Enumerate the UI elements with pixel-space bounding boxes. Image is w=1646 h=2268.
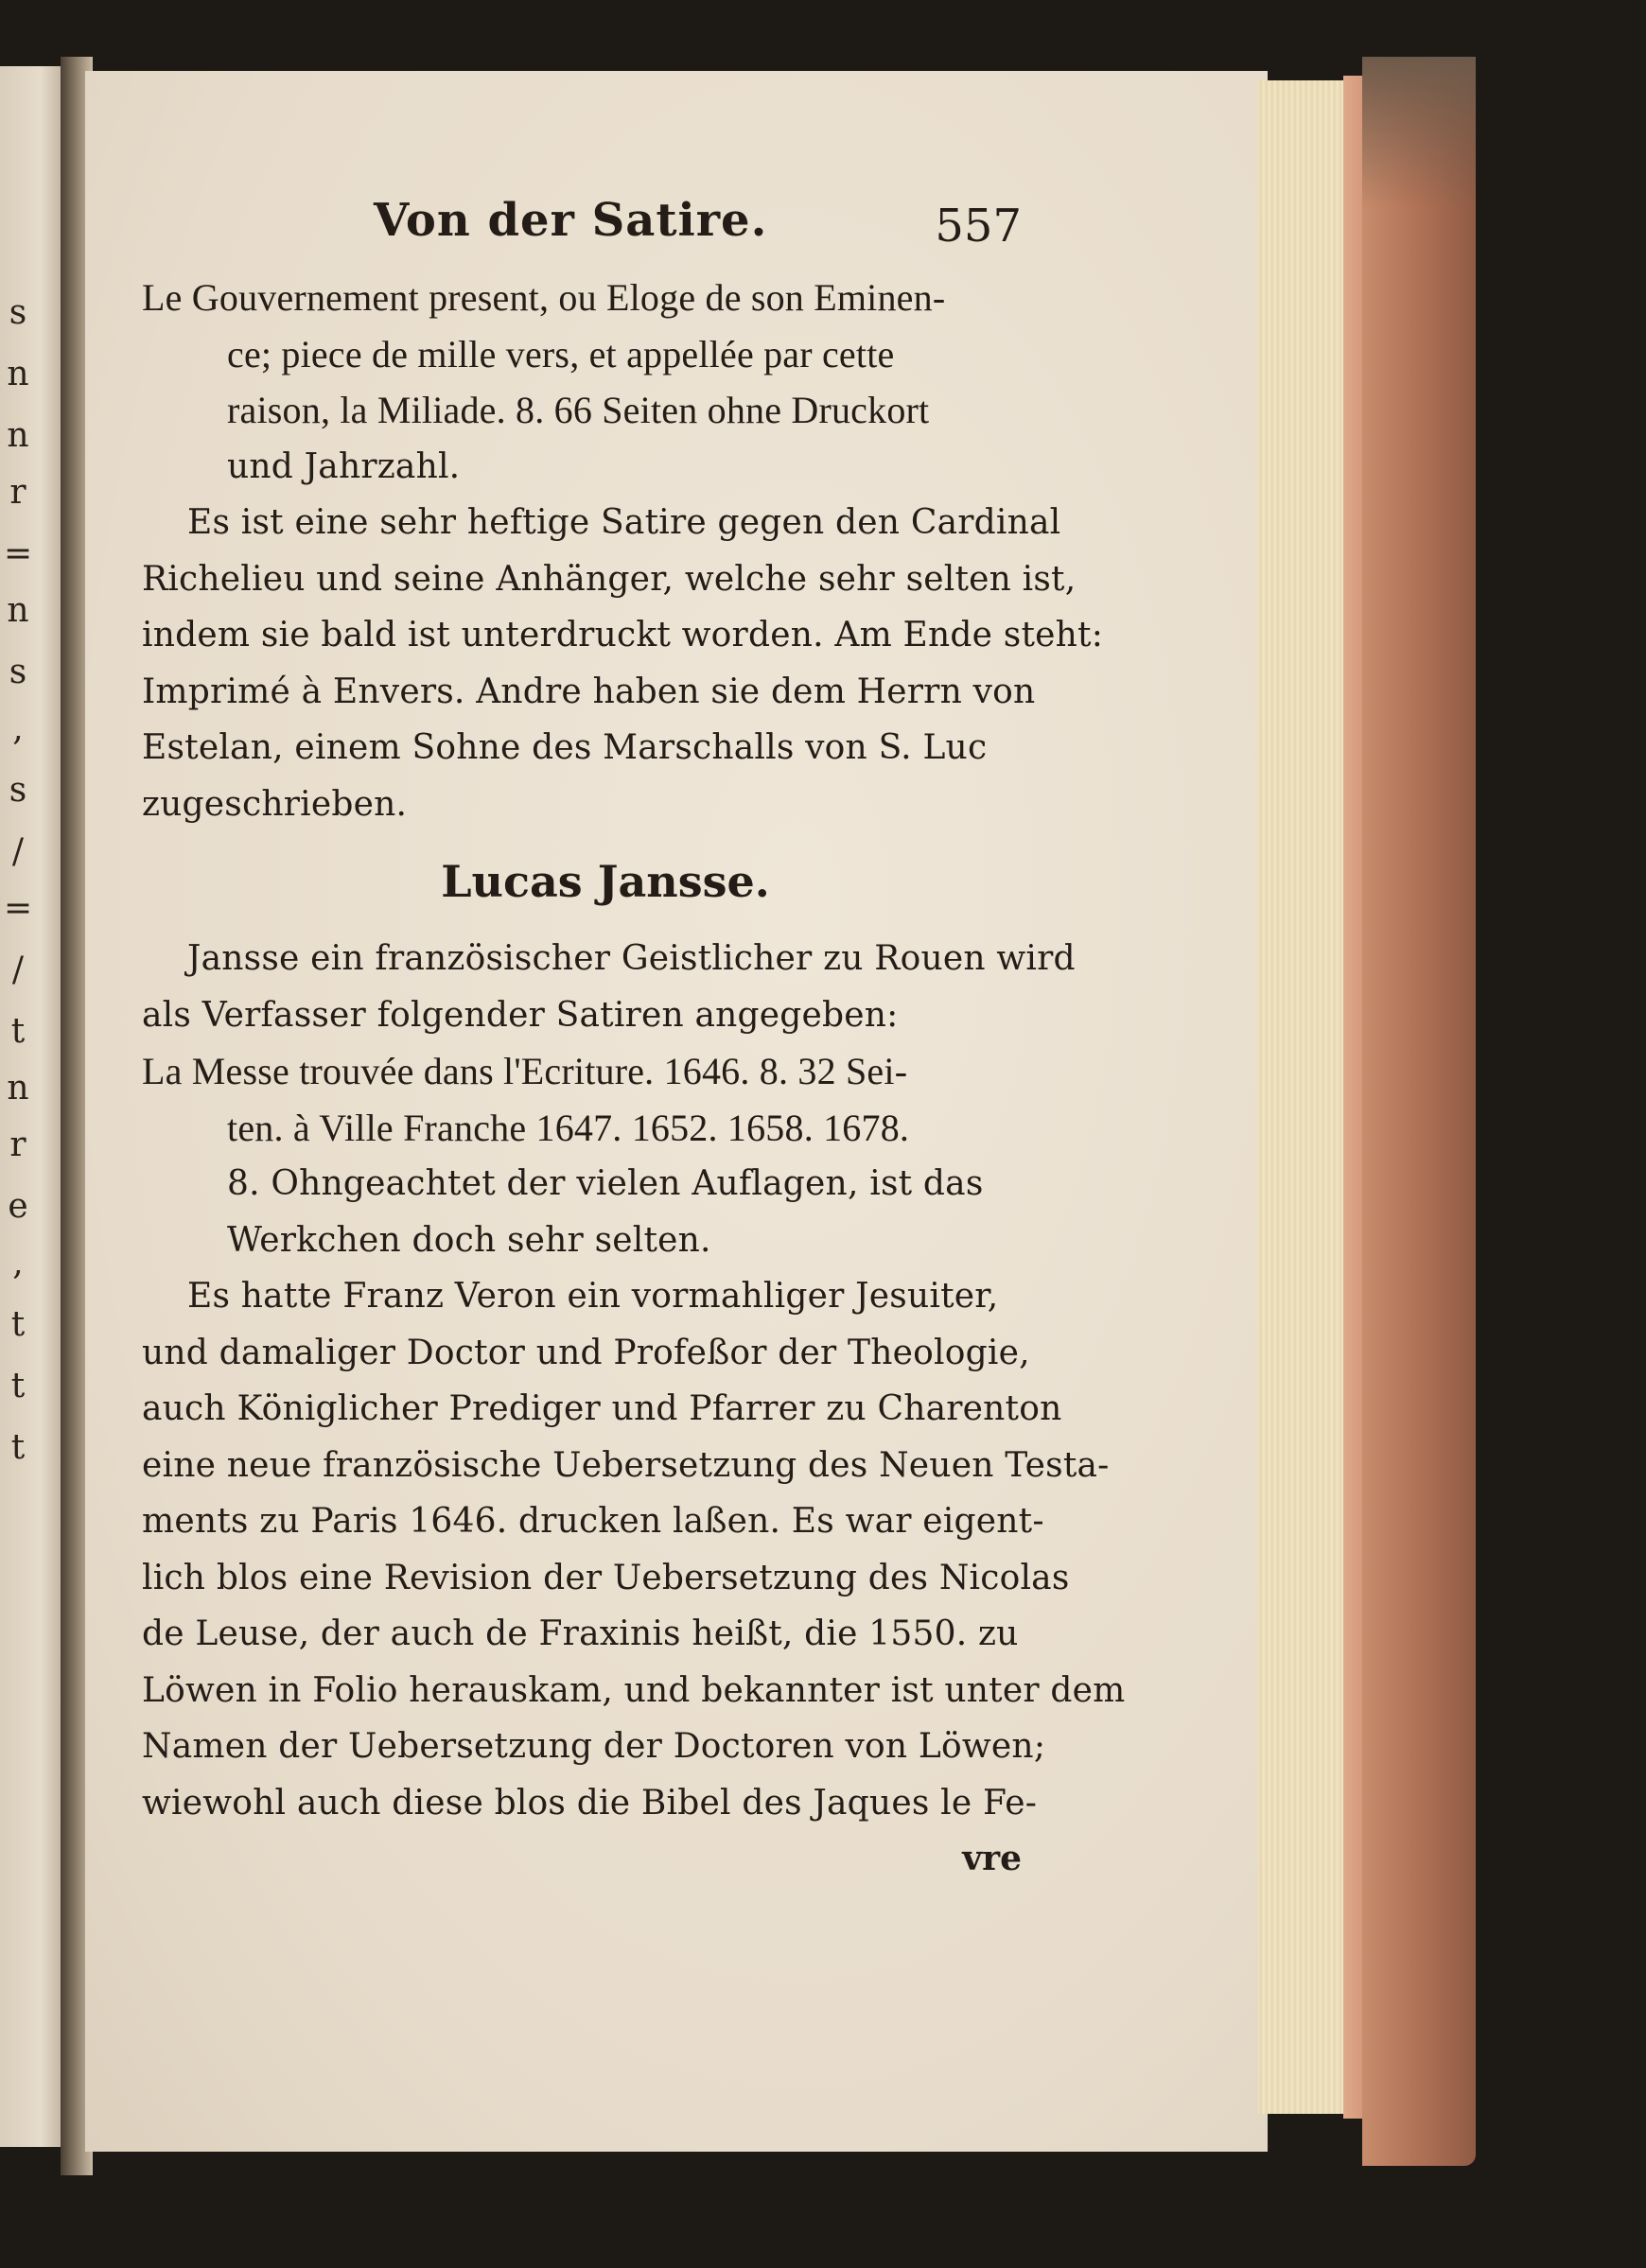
entry-line: raison, la Miliade. 8. 66 Seiten ohne Druckort (227, 389, 930, 431)
entry-line: 8. Ohngeachtet der vielen Auflagen, ist das (227, 1164, 984, 1203)
paragraph-line: zugeschrieben. (142, 784, 408, 824)
paragraph-line: Namen der Uebersetzung der Doctoren von Löwen; (142, 1727, 1046, 1766)
previous-page-fragment: / (11, 951, 25, 989)
previous-page-fragment: , (12, 1244, 24, 1282)
previous-page-fragment: t (10, 1012, 26, 1051)
previous-page-fragment: s (9, 771, 27, 810)
paragraph-line: Jansse ein französischer Geistlicher zu Rouen wird (187, 939, 1076, 978)
running-title: Von der Satire. (374, 194, 768, 247)
paragraph-2 (142, 931, 1076, 1043)
entry-line: Werkchen doch sehr selten. (227, 1220, 711, 1260)
bibliographic-entry-2 (142, 1043, 1031, 1268)
paragraph-line: Estelan, einem Sohne des Marschalls von S. Luc (142, 728, 988, 767)
previous-page-fragment: r (9, 1125, 26, 1164)
previous-page-fragment: t (10, 1428, 26, 1467)
paragraph-line: de Leuse, der auch de Fraxinis heißt, die 1550. zu (142, 1614, 1019, 1653)
entry-line: ten. à Ville Franche 1647. 1652. 1658. 1678. (227, 1106, 910, 1149)
paragraph-line: eine neue französische Uebersetzung des Neuen Testa- (142, 1445, 1110, 1485)
previous-page-fragment: = (4, 889, 33, 928)
previous-page-fragment: r (9, 473, 26, 512)
book-cover (1362, 57, 1476, 2166)
previous-page-fragment: n (7, 591, 29, 630)
previous-page-fragment: t (10, 1305, 26, 1344)
paragraph-line: Es hatte Franz Veron ein vormahliger Jesuiter, (187, 1277, 999, 1316)
previous-page-fragment: , (12, 709, 24, 748)
previous-page-fragment: s (9, 653, 27, 691)
paragraph-line: wiewohl auch diese blos die Bibel des Jaques le Fe- (142, 1783, 1038, 1823)
paragraph-1 (142, 495, 1104, 832)
paragraph-line: Es ist eine sehr heftige Satire gegen den Cardinal (187, 503, 1061, 542)
page-text (142, 194, 1126, 1888)
catchword: vre (962, 1839, 1022, 1878)
paragraph-line: und damaliger Doctor und Profeßor der Theologie, (142, 1333, 1030, 1372)
previous-page-fragment: t (10, 1367, 26, 1405)
section-heading: Lucas Jansse. (441, 856, 770, 907)
paragraph-line: indem sie bald ist unterdruckt worden. Am Ende steht: (142, 616, 1104, 654)
paragraph-line: Löwen in Folio herauskam, und bekannter ist unter dem (142, 1670, 1126, 1710)
page-header (142, 194, 1031, 270)
previous-page-fragment: s (9, 293, 27, 332)
page-number: 557 (935, 200, 1022, 253)
bibliographic-entry-1 (142, 270, 1031, 495)
previous-page-fragment: n (7, 1069, 29, 1108)
previous-page-fragment: = (4, 534, 33, 573)
previous-page-fragment: n (7, 416, 29, 455)
paragraph-3 (142, 1268, 1126, 1831)
page-block-edges (1258, 80, 1345, 2114)
previous-page-fragment: / (11, 832, 25, 871)
paragraph-line: als Verfasser folgender Satiren angegeben: (142, 995, 899, 1035)
entry-line: und Jahrzahl. (227, 446, 461, 486)
page-block-colored-edge (1343, 76, 1364, 2119)
paragraph-line: auch Königlicher Prediger und Pfarrer zu Charenton (142, 1389, 1062, 1428)
paragraph-line: Richelieu und seine Anhänger, welche sehr selten ist, (142, 559, 1077, 599)
previous-page-edge (0, 66, 68, 2147)
previous-page-fragment: n (7, 355, 29, 393)
entry-line: Le Gouvernement present, ou Eloge de son Eminen- (142, 276, 946, 319)
entry-line: La Messe trouvée dans l'Ecriture. 1646. 8. 32 Sei- (142, 1050, 908, 1092)
entry-line: ce; piece de mille vers, et appellée par cette (227, 332, 895, 375)
book-cover-shadow (1362, 57, 1476, 208)
paragraph-line: Imprimé à Envers. Andre haben sie dem Herrn von (142, 672, 1036, 711)
paragraph-line: lich blos eine Revision der Uebersetzung des Nicolas (142, 1558, 1070, 1597)
previous-page-fragment: e (8, 1187, 28, 1226)
paragraph-line: ments zu Paris 1646. drucken laßen. Es war eigent- (142, 1502, 1044, 1541)
